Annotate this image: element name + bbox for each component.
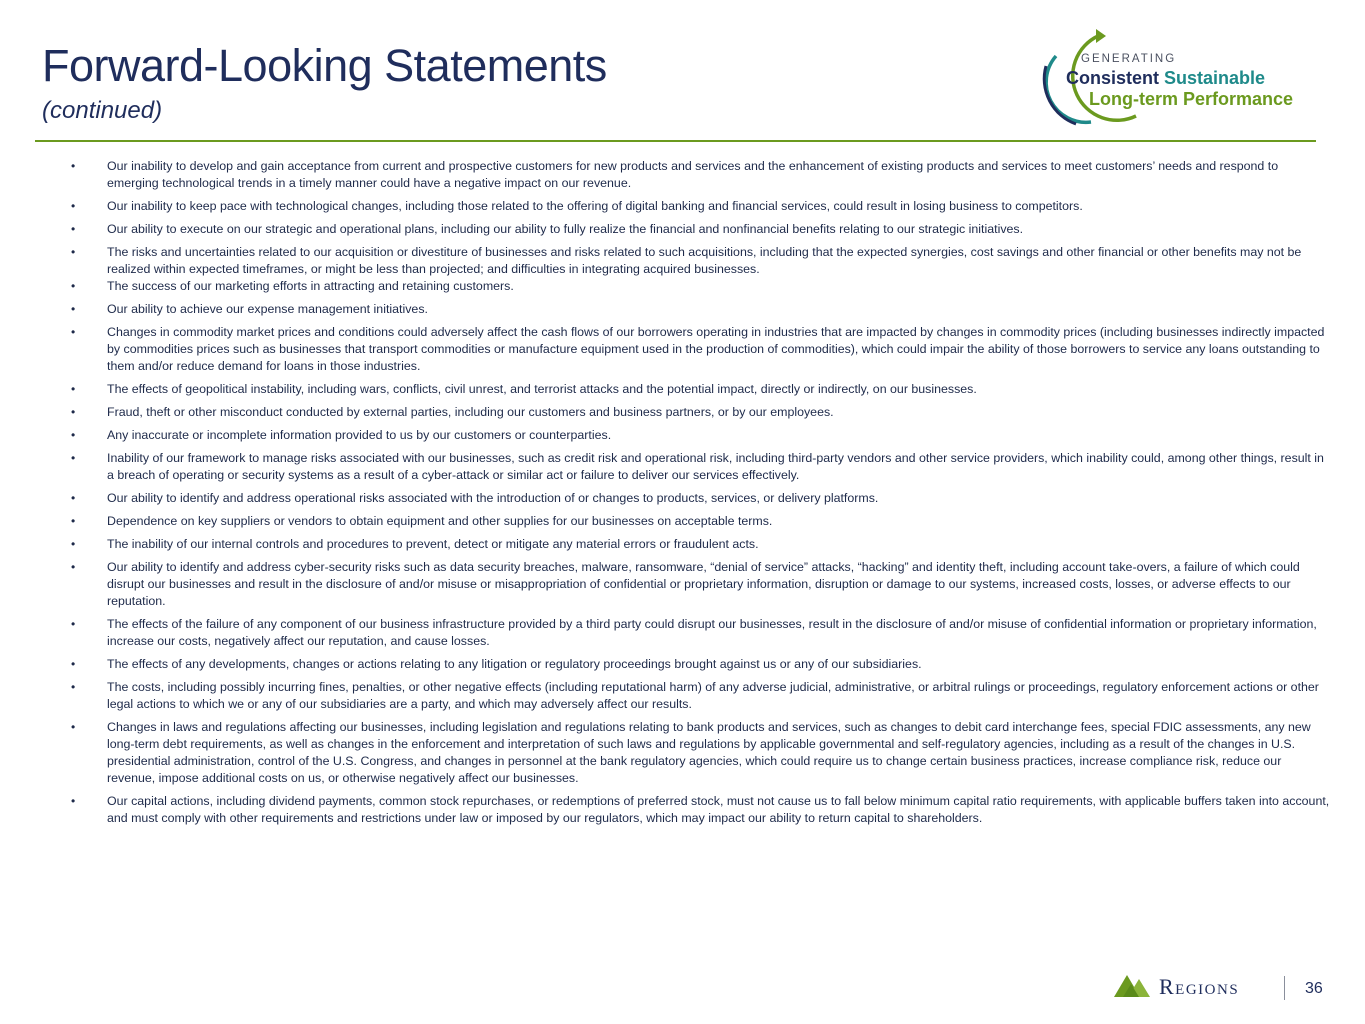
- page-subtitle: (continued): [42, 97, 163, 124]
- list-item: • Our inability to develop and gain acceptance from current and prospective customers for new products and services and the enhancement of existing products and services to meet customers’ needs and respond to emerging technological trends in a timely manner could have a negative impact on our revenue.: [68, 158, 1330, 192]
- list-item: • Our ability to identify and address operational risks associated with the introduction of or changes to products, services, or delivery platforms.: [68, 490, 1330, 507]
- list-item: • Changes in commodity market prices and conditions could adversely affect the cash flows of our borrowers operating in industries that are impacted by changes in commodity prices (including businesses indirectly impacted by commodities prices such as businesses that transport commodities or manufacture equipment used in the production of commodities), which could impair the ability of those borrowers to service any loans outstanding to them and/or reduce demand for loans in those industries.: [68, 324, 1330, 375]
- list-item: • The success of our marketing efforts in attracting and retaining customers.: [68, 278, 1330, 295]
- logo-line1: [1066, 68, 1265, 89]
- logo-line2: Long-term Performance: [1089, 89, 1294, 109]
- page-title: Forward-Looking Statements: [42, 40, 607, 91]
- page-number: 36: [1305, 980, 1323, 997]
- bullet-list: [68, 158, 1330, 833]
- regions-logo: [1114, 971, 1274, 1001]
- list-item: • Our ability to execute on our strategic and operational plans, including our ability to fully realize the financial and nonfinancial benefits relating to our strategic initiatives.: [68, 221, 1330, 238]
- list-item: • The effects of the failure of any component of our business infrastructure provided by a third party could disrupt our businesses, result in the disclosure of and/or misuse of confidential information or proprietary information, increase our costs, negatively affect our reputation, and cause losses.: [68, 616, 1330, 650]
- list-item: • Changes in laws and regulations affecting our businesses, including legislation and regulations relating to bank products and services, such as changes to debit card interchange fees, special FDIC assessments, any new long-term debt requirements, as well as changes in the enforcement and interpretation of such laws and regulations by applicable governmental and self-regulatory agencies, including as a result of the changes in U.S. presidential administration, control of the U.S. Congress, and changes in personnel at the bank regulatory agencies, which could require us to change certain business practices, increase compliance risk, reduce our revenue, impose additional costs on us, or otherwise negatively affect our businesses.: [68, 719, 1330, 787]
- generating-performance-logo: [1036, 26, 1326, 130]
- logo-generating-text: GENERATING: [1081, 53, 1177, 65]
- list-item: • Our inability to keep pace with technological changes, including those related to the offering of digital banking and financial services, could result in losing business to competitors.: [68, 198, 1330, 215]
- list-item: • Our capital actions, including dividend payments, common stock repurchases, or redemptions of preferred stock, must not cause us to fall below minimum capital ratio requirements, with applicable buffers taken into account, and must comply with other requirements and restrictions under law or imposed by our regulators, which may impact our ability to return capital to shareholders.: [68, 793, 1330, 827]
- list-item: • The risks and uncertainties related to our acquisition or divestiture of businesses and risks related to such acquisitions, including that the expected synergies, cost savings and other financial or other benefits may not be realized within expected timeframes, or might be less than projected; and difficulties in integrating acquired businesses.: [68, 244, 1330, 278]
- list-item: • The costs, including possibly incurring fines, penalties, or other negative effects (including reputational harm) of any adverse judicial, administrative, or arbitral rulings or proceedings, regulatory enforcement actions or other legal actions to which we or any of our subsidiaries are a party, and which may adversely affect our results.: [68, 679, 1330, 713]
- pyramid-icon: [1114, 971, 1154, 999]
- list-item: • Dependence on key suppliers or vendors to obtain equipment and other supplies for our businesses on acceptable terms.: [68, 513, 1330, 530]
- list-item: • The inability of our internal controls and procedures to prevent, detect or mitigate any material errors or fraudulent acts.: [68, 536, 1330, 553]
- logo-consistent-text: Consistent: [1066, 68, 1160, 88]
- list-item: • Fraud, theft or other misconduct conducted by external parties, including our customers and business partners, or by our employees.: [68, 404, 1330, 421]
- list-item: • Inability of our framework to manage risks associated with our businesses, such as credit risk and operational risk, including third-party vendors and other service providers, which inability could, among other things, result in a breach of operating or security systems as a result of a cyber-attack or similar act or failure to deliver our services effectively.: [68, 450, 1330, 484]
- regions-wordmark: Regions: [1159, 974, 1240, 999]
- list-item: • Any inaccurate or incomplete information provided to us by our customers or counterparties.: [68, 427, 1330, 444]
- list-item: • Our ability to identify and address cyber-security risks such as data security breaches, malware, ransomware, “denial of service” attacks, “hacking” and identity theft, including account take-overs, a failure of which could disrupt our businesses and result in the disclosure of and/or misuse or misappropriation of confidential or proprietary information, disruption or damage to our systems, increased costs, losses, or adverse effects to our reputation.: [68, 559, 1330, 610]
- logo-sustainable-text: Sustainable: [1164, 68, 1266, 88]
- list-item: • Our ability to achieve our expense management initiatives.: [68, 301, 1330, 318]
- list-item: • The effects of geopolitical instability, including wars, conflicts, civil unrest, and terrorist attacks and the potential impact, directly or indirectly, on our businesses.: [68, 381, 1330, 398]
- header-divider: [35, 140, 1316, 142]
- footer-divider: [1284, 976, 1285, 1000]
- list-item: • The effects of any developments, changes or actions relating to any litigation or regulatory proceedings brought against us or any of our subsidiaries.: [68, 656, 1330, 673]
